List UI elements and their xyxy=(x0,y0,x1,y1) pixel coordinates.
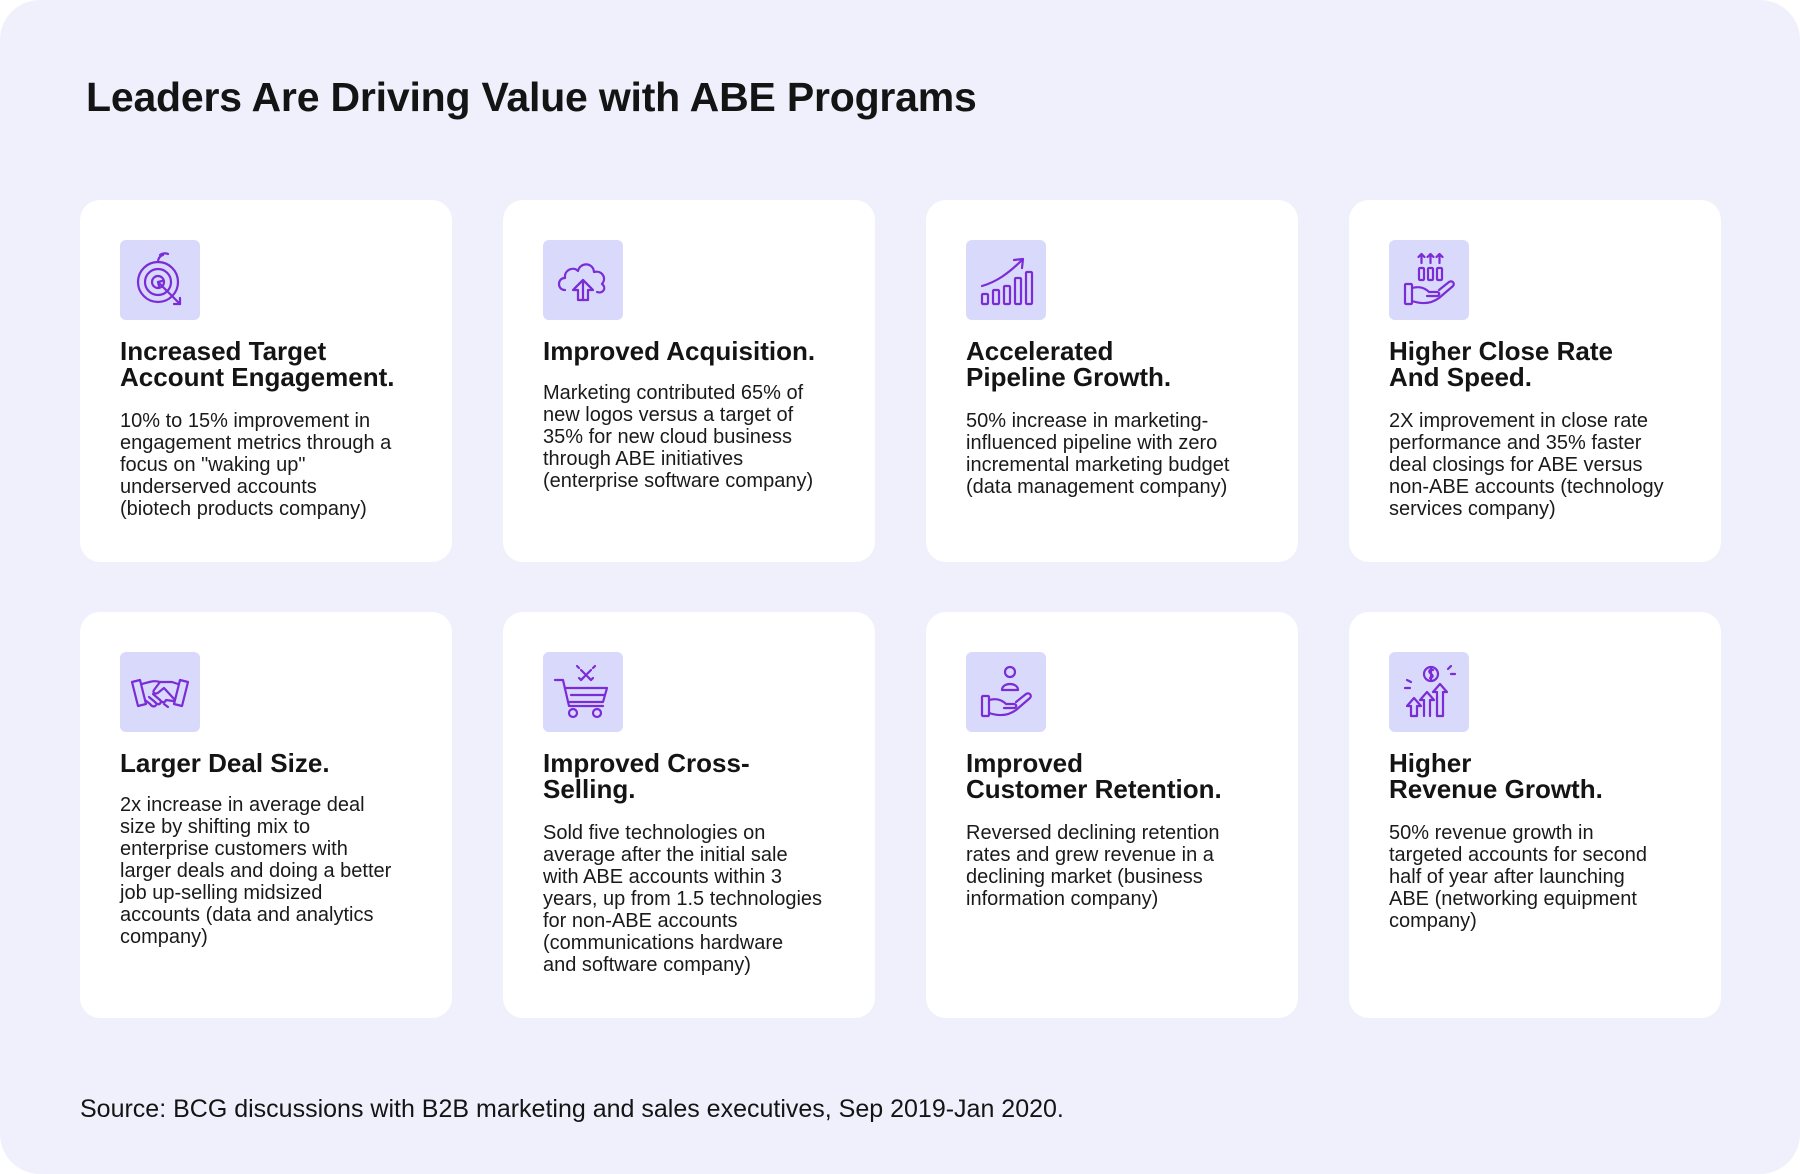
benefit-card-target-engagement xyxy=(80,200,452,562)
benefit-card-pipeline-growth xyxy=(926,200,1298,562)
card-description: 2x increase in average deal size by shifting mix to enterprise customers with larger deals and doing a better job up-selling midsized accounts (data and analytics company) xyxy=(120,794,392,948)
shopping-cart-icon xyxy=(543,652,623,732)
revenue-growth-icon xyxy=(1389,652,1469,732)
cloud-upload-icon xyxy=(543,240,623,320)
card-description: 10% to 15% improvement in engagement metrics through a focus on "waking up" underserved accounts (biotech products company) xyxy=(120,410,392,520)
card-description: 2X improvement in close rate performance and 35% faster deal closings for ABE versus non-ABE accounts (technology services company) xyxy=(1389,410,1664,520)
benefit-card-cross-selling xyxy=(503,612,875,1018)
hand-rising-bars-icon xyxy=(1389,240,1469,320)
benefit-card-acquisition xyxy=(503,200,875,562)
card-title: Improved Acquisition. xyxy=(543,336,816,366)
card-title: Improved Cross- Selling. xyxy=(543,748,750,804)
hand-person-icon xyxy=(966,652,1046,732)
card-description: 50% revenue growth in targeted accounts for second half of year after launching ABE (networking equipment company) xyxy=(1389,822,1647,932)
card-title: Higher Revenue Growth. xyxy=(1389,748,1603,804)
benefit-card-customer-retention xyxy=(926,612,1298,1018)
card-title: Higher Close Rate And Speed. xyxy=(1389,336,1613,392)
benefit-card-close-rate xyxy=(1349,200,1721,562)
card-title: Improved Customer Retention. xyxy=(966,748,1222,804)
card-description: Marketing contributed 65% of new logos versus a target of 35% for new cloud business through ABE initiatives (enterprise software company) xyxy=(543,382,814,492)
card-title: Accelerated Pipeline Growth. xyxy=(966,336,1172,392)
handshake-icon xyxy=(120,652,200,732)
source-note: Source: BCG discussions with B2B marketing and sales executives, Sep 2019-Jan 2020. xyxy=(80,1095,1064,1123)
benefit-card-deal-size xyxy=(80,612,452,1018)
card-title: Larger Deal Size. xyxy=(120,748,330,778)
benefit-cards-grid xyxy=(80,200,1721,1018)
card-description: Reversed declining retention rates and grew revenue in a declining market (business information company) xyxy=(966,822,1220,910)
card-title: Increased Target Account Engagement. xyxy=(120,336,395,392)
card-description: Sold five technologies on average after the initial sale with ABE accounts within 3 years, up from 1.5 technologies for non-ABE accounts (communications hardware and software company) xyxy=(543,822,823,976)
growth-chart-icon xyxy=(966,240,1046,320)
page-title: Leaders Are Driving Value with ABE Programs xyxy=(86,74,977,120)
benefit-card-revenue-growth xyxy=(1349,612,1721,1018)
target-icon xyxy=(120,240,200,320)
card-description: 50% increase in marketing- influenced pipeline with zero incremental marketing budget (data management company) xyxy=(966,410,1230,498)
